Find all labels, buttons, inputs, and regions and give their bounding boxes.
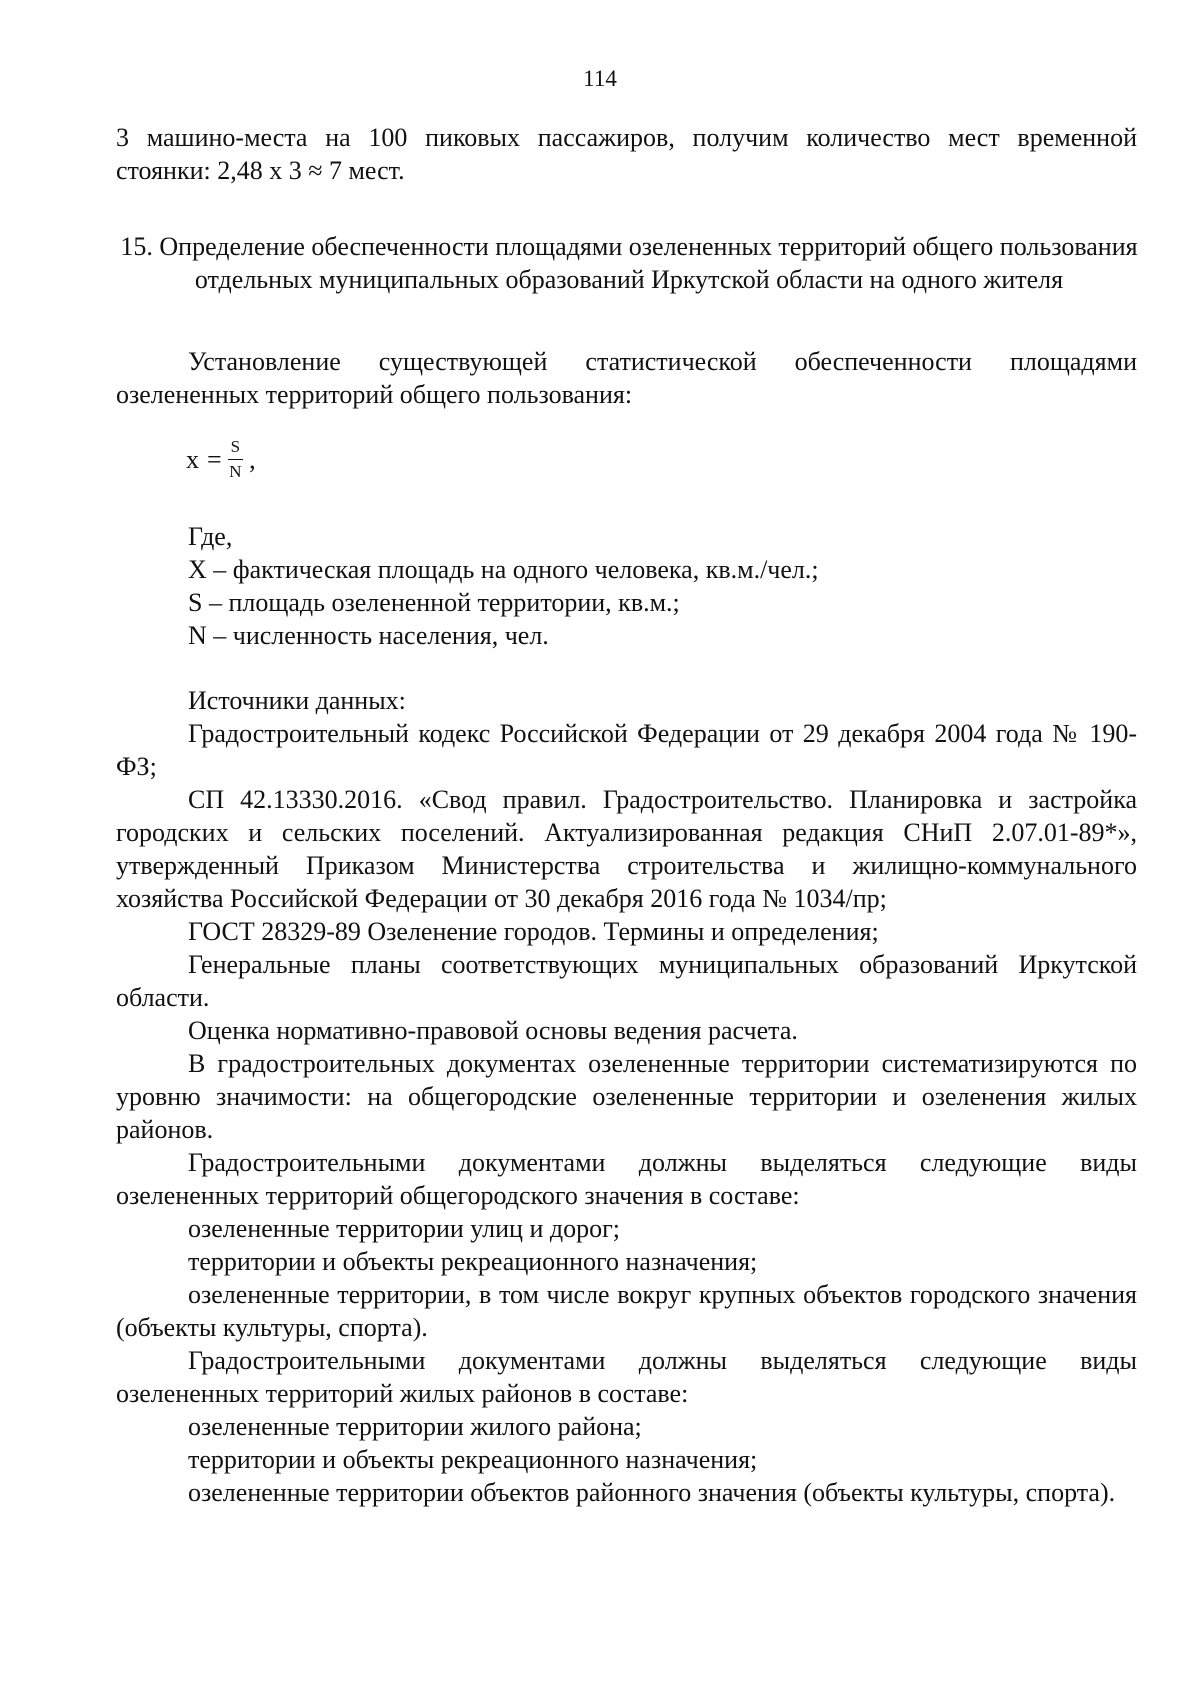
paragraph-city-greenery: Градостроительными документами должны выделяться следующие виды озелененных территорий общегородского значения в составе: [116,1148,1137,1210]
paragraph-statistics: Установление существующей статистической обеспеченности площадями озелененных территорий общего пользования: [116,347,1137,409]
section-heading: 15. Определение обеспеченности площадями озелененных территорий общего пользования отдельных муниципальных образований Иркутской области на одного жителя [120,232,1138,294]
formula-comma: , [249,444,256,474]
where-label: Где, [188,522,233,551]
source-item: Генеральные планы соответствующих муниципальных образований Иркутской области. [116,950,1137,1012]
paragraph-residential-greenery: Градостроительными документами должны выделяться следующие виды озелененных территорий жилых районов в составе: [116,1346,1137,1408]
page-number: 114 [583,66,617,91]
list-item: озелененные территории жилого района; [188,1412,642,1441]
formula-numerator: S [228,437,243,460]
formula-equals: = [207,444,222,474]
definition-x: X – фактическая площадь на одного человека, кв.м./чел.; [188,555,819,584]
list-item: территории и объекты рекреационного назначения; [188,1247,758,1276]
definitions [116,520,1137,652]
formula-fraction [228,437,243,482]
definition-n: N – численность населения, чел. [188,621,549,650]
source-item: Градостроительный кодекс Российской Федерации от 29 декабря 2004 года № 190-ФЗ; [116,719,1137,781]
paragraph-systematization: В градостроительных документах озелененные территории систематизируются по уровню значимости: на общегородские озелененные территории и озеленения жилых районов. [116,1049,1137,1144]
list-item: озелененные территории объектов районного значения (объекты культуры, спорта). [188,1478,1116,1507]
assessment-paragraph: Оценка нормативно-правовой основы ведения расчета. [188,1016,798,1045]
list-item: озелененные территории улиц и дорог; [188,1214,620,1243]
list-item: территории и объекты рекреационного назначения; [188,1445,758,1474]
definition-s: S – площадь озелененной территории, кв.м.; [188,588,680,617]
sources-title: Источники данных: [188,686,406,715]
formula [186,437,386,482]
list-item: озелененные территории, в том числе вокруг крупных объектов городского значения (объекты культуры, спорта). [116,1280,1137,1342]
source-item: ГОСТ 28329-89 Озеленение городов. Термины и определения; [188,917,879,946]
formula-lhs: x [186,444,199,474]
sources-section [116,684,1137,1509]
intro-paragraph: 3 машино-места на 100 пиковых пассажиров, получим количество мест временной стоянки: 2,48 х 3 ≈ 7 мест. [116,123,1137,185]
formula-denominator: N [229,462,242,481]
source-item: СП 42.13330.2016. «Свод правил. Градостроительство. Планировка и застройка городских и сельских поселений. Актуализированная редакция СНиП 2.07.01-89*», утвержденный Приказом Министерства строительства и жилищно-коммунального хозяйства Российской Федерации от 30 декабря 2016 года № 1034/пр; [116,785,1137,913]
